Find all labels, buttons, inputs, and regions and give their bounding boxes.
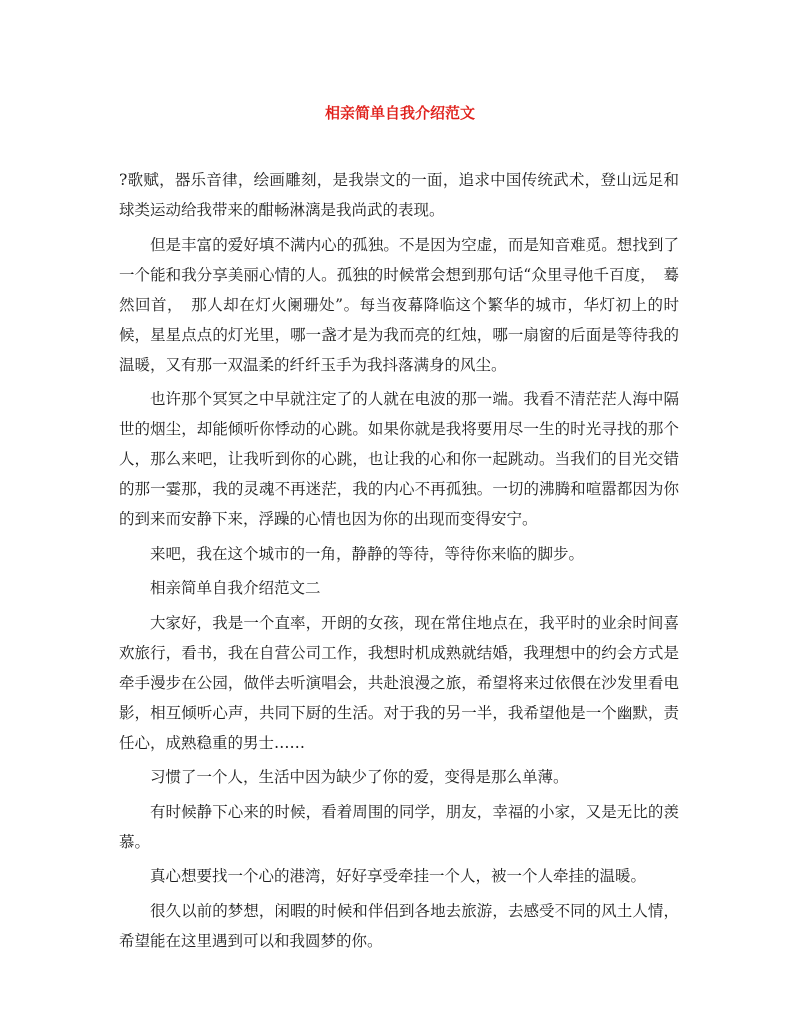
paragraph: 真心想要找一个心的港湾，好好享受牵挂一个人，被一个人牵挂的温暖。: [150, 867, 647, 885]
document-title: 相亲简单自我介绍范文: [324, 104, 475, 122]
paragraph: 大家好，我是一个直率，开朗的女孩，现在常住地点在，我平时的业余时间喜欢旅行，看书，我在自营公司工作，我想时机成熟就结婚，我理想中的约会方式是牵手漫步在公园，做伴去听演唱会，共赴浪漫之旅，希望将来过依偎在沙发里看电影，相互倾听心声，共同下厨的生活。对于我的另一半，我希望他是一个幽默，责任心，成熟稳重的男士……: [119, 613, 679, 752]
section-heading: 相亲简单自我介绍范文二: [150, 579, 321, 597]
paragraph: 来吧，我在这个城市的一角，静静的等待，等待你来临的脚步。: [150, 544, 585, 563]
paragraph: ?歌赋，器乐音律，绘画雕刻，是我崇文的一面，追求中国传统武术，登山远足和球类运动给我带来的酣畅淋漓是我尚武的表现。: [119, 171, 679, 219]
paragraph: 很久以前的梦想，闲暇的时候和伴侣到各地去旅游，去感受不同的风土人情，希望能在这里遇到可以和我圆梦的你。: [119, 901, 679, 950]
paragraph: 习惯了一个人，生活中因为缺少了你的爱，变得是那么单薄。: [150, 768, 569, 786]
document-body: [119, 165, 679, 960]
paragraph: 但是丰富的爱好填不满内心的孤独。不是因为空虚，而是知音难觅。想找到了一个能和我分享美丽心情的人。孤独的时候常会想到那句话“众里寻他千百度， 蓦然回首， 那人却在灯火阑珊处”。每当夜幕降临这个繁华的城市，华灯初上的时候，星星点点的灯光里，哪一盏才是为我而亮的红烛，哪一扇窗的后面是等待我的温暖，又有那一双温柔的纤纤玉手为我抖落满身的风尘。: [119, 235, 679, 374]
paragraph: 也许那个冥冥之中早就注定了的人就在电波的那一端。我看不清茫茫人海中隔世的烟尘，却能倾听你悸动的心跳。如果你就是我将要用尽一生的时光寻找的那个人，那么来吧，让我听到你的心跳，也让我的心和你一起跳动。当我们的目光交错的那一霎那，我的灵魂不再迷茫，我的内心不再孤独。一切的沸腾和喧嚣都因为你的到来而安静下来，浮躁的心情也因为你的出现而变得安宁。: [119, 390, 679, 528]
paragraph: 有时候静下心来的时候，看着周围的同学，朋友，幸福的小家，又是无比的羡慕。: [119, 802, 679, 851]
